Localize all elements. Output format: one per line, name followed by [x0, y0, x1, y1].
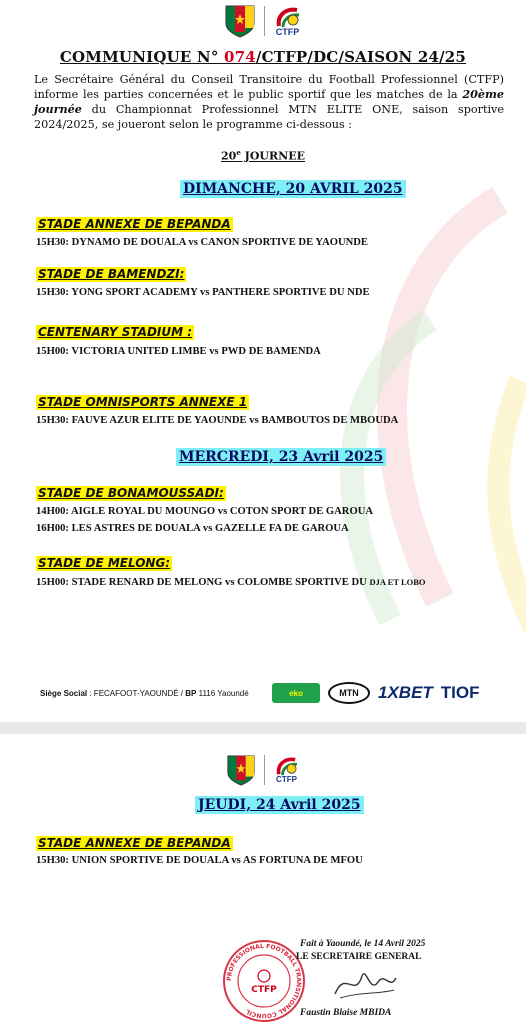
- header-logos-page-2: [0, 754, 526, 786]
- journee-heading: [0, 148, 526, 163]
- title-number: 074: [223, 48, 256, 66]
- footer-label-bold: Siège Social: [40, 689, 88, 698]
- cameroon-crest-icon: [226, 754, 256, 786]
- signature-role: LE SECRETAIRE GENERAL: [296, 952, 422, 962]
- handwritten-signature: [330, 964, 400, 1004]
- venue-centenary: CENTENARY STADIUM :: [38, 325, 193, 339]
- match-row: 15H30: FAUVE AZUR ELITE DE YAOUNDE vs BAMBOUTOS DE MBOUDA: [36, 415, 399, 426]
- communique-title: [0, 48, 526, 66]
- match-row: 15H30: YONG SPORT ACADEMY vs PANTHERE SPORTIVE DU NDE: [36, 287, 370, 298]
- footer-label-rest: : FECAFOOT-YAOUNDÉ /: [87, 689, 186, 698]
- match-row: [36, 575, 426, 590]
- venue-bamendzi: STADE DE BAMENDZI:: [38, 267, 185, 281]
- sponsor-mtn-logo: [328, 682, 370, 704]
- ctfp-logo-text: CTFP: [275, 26, 300, 37]
- sponsor-1xbet-logo: 1XBET: [378, 683, 433, 702]
- footer-siege-social: [40, 689, 249, 698]
- match-row: 15H30: DYNAMO DE DOUALA vs CANON SPORTIVE DE YAOUNDE: [36, 237, 368, 248]
- cameroon-crest-icon: [224, 4, 256, 38]
- signature-place-date: Fait à Yaoundé, le 14 Avril 2025: [300, 939, 426, 949]
- stamp-ring-text: PROFESSIONAL FOOTBALL TRANSITIONAL COUNCIL: [225, 942, 303, 1020]
- sponsor-logos: [272, 682, 480, 704]
- ctfp-logo: [273, 6, 303, 37]
- stamp-center-text: CTFP: [251, 985, 277, 995]
- journee-label: JOURNEE: [240, 149, 305, 163]
- match-text-small: DJA ET LOBO: [369, 577, 426, 587]
- ctfp-logo-text: CTFP: [276, 775, 297, 784]
- journee-sup: e: [236, 148, 241, 157]
- venue-bepanda-2: STADE ANNEXE DE BEPANDA: [38, 836, 231, 850]
- sponsor-eko-text: eko: [289, 688, 303, 698]
- match-row: 14H00: AIGLE ROYAL DU MOUNGO vs COTON SPORT DE GAROUA: [36, 506, 374, 517]
- logo-divider: [264, 6, 265, 36]
- svg-text:PROFESSIONAL FOOTBALL TRANSITI: [226, 943, 302, 1019]
- ctfp-logo: [273, 756, 301, 784]
- title-prefix: COMMUNIQUE N°: [59, 48, 219, 66]
- day-heading-thursday: JEUDI, 24 Avril 2025: [195, 796, 364, 814]
- sponsor-mtn-text: MTN: [339, 688, 359, 698]
- document-page-2: [0, 734, 526, 1024]
- match-row: 16H00: LES ASTRES DE DOUALA vs GAZELLE FA DE GAROUA: [36, 523, 349, 534]
- intro-text-2: du Championnat Professionnel MTN ELITE ONE, saison sportive 2024/2025, se joueront selon le programme ci-dessous :: [34, 103, 504, 131]
- journee-number: 20: [221, 149, 237, 163]
- official-stamp: [222, 938, 306, 1024]
- header-logos: [0, 4, 526, 38]
- match-text: 15H00: STADE RENARD DE MELONG vs COLOMBE SPORTIVE DU: [36, 577, 370, 588]
- venue-bepanda: STADE ANNEXE DE BEPANDA: [38, 217, 231, 231]
- intro-text-1: Le Secrétaire Général du Conseil Transitoire du Football Professionnel (CTFP) informe les parties concernées et le public sportif que les matches de la: [34, 73, 504, 101]
- logo-divider: [264, 755, 265, 785]
- title-suffix: /CTFP/DC/SAISON 24/25: [255, 48, 467, 66]
- sponsor-tiof-logo: TIOF: [440, 683, 480, 702]
- sponsor-eko-logo: [272, 683, 320, 703]
- day-heading-wednesday: MERCREDI, 23 Avril 2025: [176, 448, 386, 466]
- signature-name: Faustin Blaise MBIDA: [300, 1008, 392, 1018]
- match-row: 15H30: UNION SPORTIVE DE DOUALA vs AS FORTUNA DE MFOU: [36, 855, 363, 866]
- match-row: 15H00: VICTORIA UNITED LIMBE vs PWD DE BAMENDA: [36, 346, 321, 357]
- day-heading-sunday: DIMANCHE, 20 AVRIL 2025: [180, 180, 406, 198]
- venue-bonamoussadi: STADE DE BONAMOUSSADI:: [38, 486, 224, 500]
- venue-omnisports-annexe: STADE OMNISPORTS ANNEXE 1: [38, 395, 248, 409]
- ctfp-ball-icon: [273, 756, 301, 776]
- venue-melong: STADE DE MELONG:: [38, 556, 171, 570]
- footer-bp-bold: BP: [185, 689, 197, 698]
- footer-bp-rest: 1116 Yaoundé: [196, 689, 249, 698]
- intro-paragraph: [34, 72, 504, 132]
- ctfp-ball-icon: [273, 6, 303, 28]
- intro-emphasis: 20ème journée: [34, 87, 504, 116]
